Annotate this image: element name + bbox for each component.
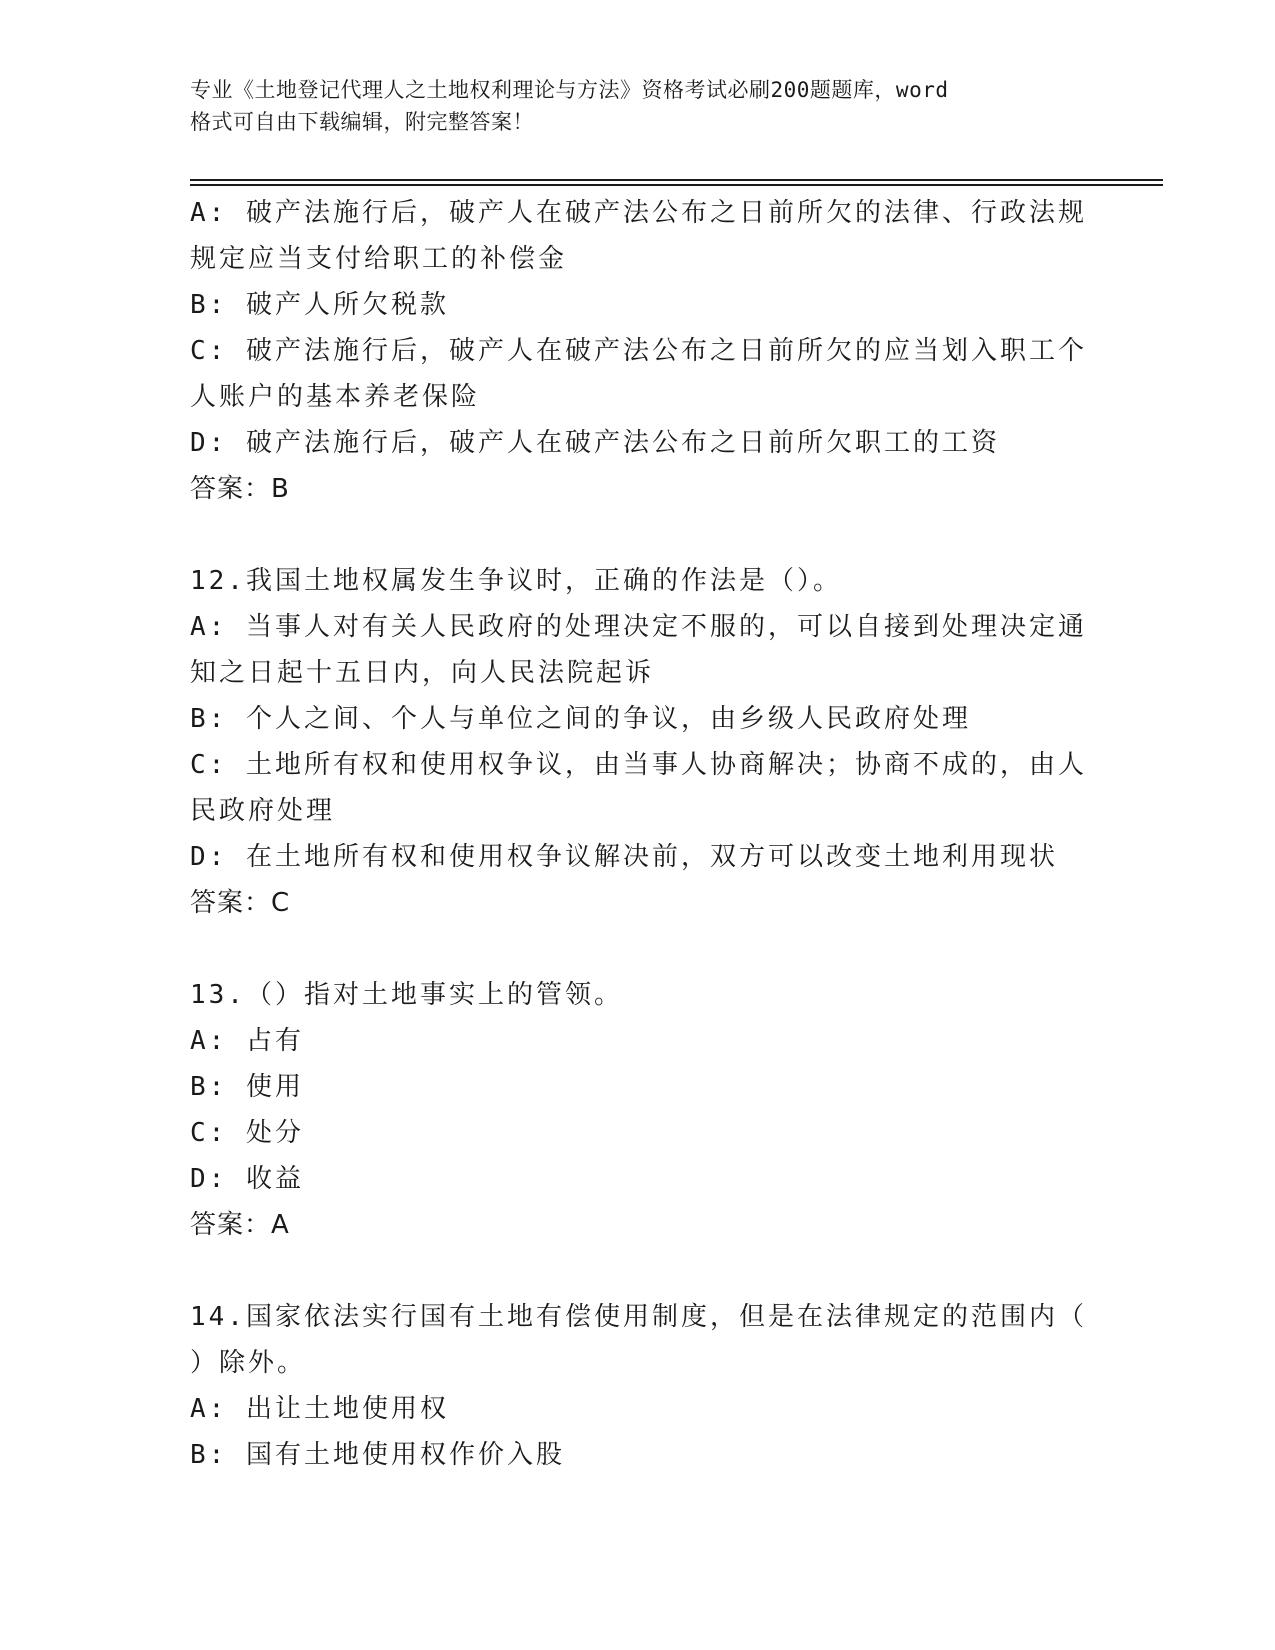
question-13-block <box>190 972 1090 1248</box>
option-a-line-2: 规定应当支付给职工的补偿金 <box>190 244 568 274</box>
question-14-block <box>190 1294 1090 1478</box>
spacer <box>190 1248 1090 1294</box>
header-line-1: 专业《土地登记代理人之土地权利理论与方法》资格考试必刷200题题库，word <box>190 78 949 102</box>
question-12-block <box>190 558 1090 926</box>
option-b: B: 破产人所欠税款 <box>190 290 449 320</box>
option-d: D: 破产法施行后，破产人在破产法公布之日前所欠职工的工资 <box>190 428 1000 458</box>
option-b: B: 个人之间、个人与单位之间的争议，由乡级人民政府处理 <box>190 704 971 734</box>
header-divider-bottom <box>190 184 1163 186</box>
spacer <box>190 512 1090 558</box>
option-d: D: 在土地所有权和使用权争议解决前，双方可以改变土地利用现状 <box>190 842 1058 872</box>
answer-label: 答案：B <box>190 474 290 504</box>
option-c-line-2: 人账户的基本养老保险 <box>190 382 481 412</box>
answer-label: 答案：C <box>190 888 291 918</box>
option-c-line-1: C: 破产法施行后，破产人在破产法公布之日前所欠的应当划入职工个 <box>190 336 1087 366</box>
answer-label: 答案：A <box>190 1210 290 1240</box>
header-divider-top <box>190 179 1163 181</box>
question-list <box>190 190 1090 1478</box>
option-b: B: 使用 <box>190 1072 304 1102</box>
option-a-line-2: 知之日起十五日内，向人民法院起诉 <box>190 658 655 688</box>
question-stem: 13.（）指对土地事实上的管领。 <box>190 980 623 1010</box>
question-stem: 12.我国土地权属发生争议时，正确的作法是（）。 <box>190 566 842 596</box>
option-c-line-2: 民政府处理 <box>190 796 336 826</box>
question-stem-line-1: 14.国家依法实行国有土地有偿使用制度，但是在法律规定的范围内（ <box>190 1302 1087 1332</box>
option-d: D: 收益 <box>190 1164 304 1194</box>
document-header <box>190 74 1090 138</box>
question-stem-line-2: ）除外。 <box>190 1348 307 1378</box>
option-b: B: 国有土地使用权作价入股 <box>190 1440 565 1470</box>
option-c: C: 处分 <box>190 1118 304 1148</box>
header-line-2: 格式可自由下载编辑，附完整答案！ <box>190 110 534 134</box>
question-11-block <box>190 190 1090 512</box>
option-c-line-1: C: 土地所有权和使用权争议，由当事人协商解决；协商不成的，由人 <box>190 750 1087 780</box>
option-a-line-1: A: 当事人对有关人民政府的处理决定不服的，可以自接到处理决定通 <box>190 612 1087 642</box>
spacer <box>190 926 1090 972</box>
option-a: A: 占有 <box>190 1026 304 1056</box>
option-a-line-1: A: 破产法施行后，破产人在破产法公布之日前所欠的法律、行政法规 <box>190 198 1087 228</box>
option-a: A: 出让土地使用权 <box>190 1394 449 1424</box>
